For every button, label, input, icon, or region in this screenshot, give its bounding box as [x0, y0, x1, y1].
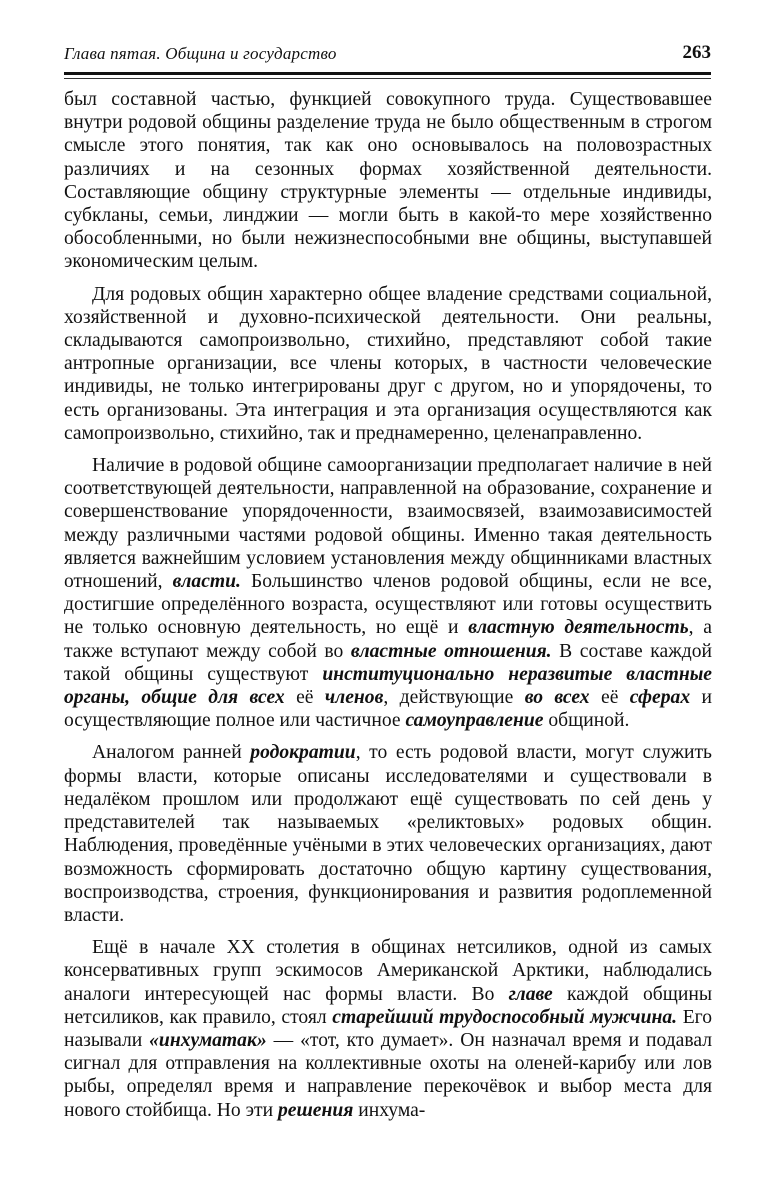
text-run: её	[589, 687, 630, 709]
chapter-title: Глава пятая. Община и государство	[64, 44, 337, 63]
text-run: инхума-	[353, 1099, 426, 1121]
header-rule	[64, 72, 711, 75]
text-run: Аналогом ранней	[92, 742, 251, 764]
emphasized-text: решения	[277, 1099, 354, 1121]
emphasized-text: старейший трудоспособный мужчина.	[332, 1006, 678, 1028]
paragraph	[64, 936, 712, 1122]
text-run: каждой общины нетсиликов, как правило, стоял	[64, 983, 712, 1028]
text-run: Большинство членов родовой общины, если не все, достигшие определённого возраста, осуществляют или готовы осуществить не только основную деятельность, но ещё и	[64, 571, 712, 639]
paragraph	[64, 283, 712, 445]
emphasized-text: институционально неразвитые властные органы, общие для всех	[64, 663, 712, 709]
text-run: и осуществляющие полное или частичное	[64, 687, 713, 732]
text-run: общиной.	[543, 710, 630, 732]
emphasized-text: сферах	[629, 687, 691, 709]
paragraph	[64, 741, 712, 927]
emphasized-text: главе	[508, 983, 553, 1005]
emphasized-text: «инхуматак»	[149, 1029, 267, 1051]
emphasized-text: властную деятельность	[468, 617, 689, 639]
emphasized-text: членов	[324, 687, 384, 709]
paragraph	[64, 88, 712, 274]
emphasized-text: родократии	[250, 742, 356, 764]
text-run: , а также вступают между собой во	[64, 617, 712, 662]
text-run: В составе каждой такой общины существуют	[64, 640, 713, 685]
body-text	[64, 88, 712, 1122]
text-run: Наличие в родовой общине самоорганизации предполагает наличие в ней соответствующей деятельности, направленной на образование, сохранение и совершенствование упорядоченности, взаимосвязей, взаимозависимостей между различными частями родовой общины. Именно такая деятельность является важнейшим условием установления между общинниками властных отношений,	[64, 455, 712, 593]
text-run: , действующие	[383, 687, 525, 709]
emphasized-text: самоуправление	[405, 710, 544, 732]
emphasized-text: во всех	[524, 687, 590, 709]
text-run: Для родовых общин характерно общее владение средствами социальной, хозяйственной и духовно-психической деятельности. Они реальны, складываются самопроизвольно, стихийно, представляют собой такие антропные организации, все члены которых, в частности человеческие индивиды, не только интегрированы друг с другом, но и упорядочены, то есть организованы. Эта интеграция и эта организация осуществляются как самопроизвольно, стихийно, так и преднамеренно, целенаправленно.	[64, 283, 712, 444]
emphasized-text: власти.	[172, 571, 241, 593]
text-run: Ещё в начале XX столетия в общинах нетсиликов, одной из самых консервативных групп эскимосов Американской Арктики, наблюдались аналоги интересующей нас формы власти. Во	[64, 937, 712, 1005]
paragraph	[64, 454, 712, 732]
text-run: её	[284, 687, 325, 709]
page-number: 263	[682, 42, 711, 63]
emphasized-text: властные отношения.	[350, 640, 552, 662]
running-head	[64, 44, 711, 68]
text-run: , то есть родовой власти, могут служить формы власти, которые описаны исследователями и существовали в недалёком прошлом или продолжают ещё существовать по сей день у представителей так называемых «реликтовых» родовых общин. Наблюдения, проведённые учёными в этих человеческих организациях, дают возможность сформировать достаточно общую картину существования, воспроизводства, строения, функционирования и развития родоплеменной власти.	[64, 742, 712, 926]
text-run: Его называли	[64, 1006, 713, 1051]
text-run: был составной частью, функцией совокупного труда. Существовавшее внутри родовой общины разделение труда не было общественным в строгом смысле этого понятия, так как оно основывалось на половозрастных различиях и на сезонных формах хозяйственной деятельности. Составляющие общину структурные элементы — отдельные индивиды, субкланы, семьи, линджии — могли быть в какой-то мере хозяйственно обособленными, но были нежизнеспособными вне общины, выступавшей экономическим целым.	[64, 89, 712, 273]
header-rule-thin	[64, 78, 711, 79]
text-run: — «тот, кто думает». Он назначал время и подавал сигнал для отправления на коллективные охоты на оленей-карибу или лов рыбы, определял время и направление перекочёвок и выбор места для нового стойбища. Но эти	[64, 1029, 712, 1121]
